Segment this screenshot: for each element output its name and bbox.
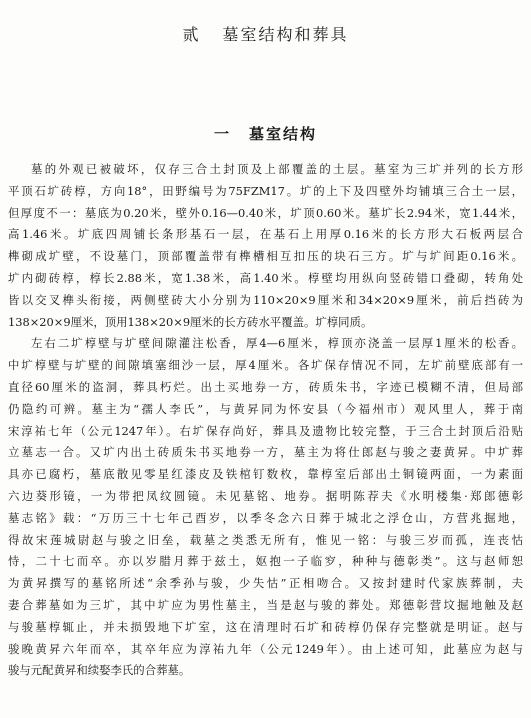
text-line: 皆以交叉榫头衔接，两侧壁砖大小分别为110×20×9厘米和34×20×9厘米，前后挡砖为 xyxy=(8,292,523,307)
text-line: 为黄昇撰写的墓铭所述“余季孙与骏，少失怙”正相吻合。又按封建时代家族葬制，夫 xyxy=(8,576,523,591)
text-line: 榫砌成圹壁，不设墓门，顶部覆盖带有榫槽相互扣压的块石三方。圹与圹间距0.16米。 xyxy=(8,249,523,264)
text-line: 具亦已腐朽，墓底散见零星红漆皮及铁棺钉数枚，靠椁室后部出土铜镜两面，一为素面 xyxy=(8,467,523,482)
text-line: 宋淳祐七年（公元1247年）。右圹保存尚好，葬具及遗物比较完整，于三合土封顶后沿贴 xyxy=(8,423,523,438)
text-line: 左右二圹椁壁与圹壁间隙灌注松香，厚4—6厘米，椁顶亦浇盖一层厚1厘米的松香。 xyxy=(31,336,523,351)
text-line: 仍隐约可辨。墓主为“孺人李氏”，与黄昇同为怀安县（今福州市）观风里人，葬于南 xyxy=(8,401,523,416)
text-line: 中圹椁壁与圹壁的间隙填塞细沙一层，厚4厘米。各圹保存情况不同，左圹前壁底部有一 xyxy=(8,358,523,373)
chapter-heading xyxy=(0,22,531,45)
text-line: 墓的外观已被破坏，仅存三合土封顶及上部覆盖的土层。墓室为三圹并列的长方形 xyxy=(31,162,523,176)
text-line: 恃，二十七而卒。亦以岁腊月葬于兹土，妪抱一子临穸，种种与德彰类”。这与赵师恕 xyxy=(8,554,523,569)
text-line: 与骏墓椁辄止，并未损毁地下圹室，这在清理时石圹和砖椁仍保存完整就是明证。赵与 xyxy=(8,619,523,634)
text-line: 得故宋莲城尉赵与骏之旧垒，载墓之类悉无所有，惟见一铭：与骏三岁而孤，连丧怙 xyxy=(8,532,523,547)
section-title-text: 墓室结构 xyxy=(249,125,318,143)
text-line: 直径60厘米的盗洞，葬具朽烂。出土买地券一方，砖质朱书，字迹已模糊不清，但局部 xyxy=(8,379,523,394)
chapter-number: 贰 xyxy=(182,25,201,44)
body-text xyxy=(8,159,523,682)
text-line: 高1.46米。圹底四周铺长条形基石一层，在基石上用厚0.16米的长方形大石板两层合 xyxy=(8,227,523,242)
text-line: 平顶石圹砖椁，方向18°，田野编号为75FZM17。圹的上下及四壁外均铺填三合土一层， xyxy=(8,183,523,198)
text-line: 138×20×9厘米，顶用138×20×9厘米的长方砖水平覆盖。圹椁同质。 xyxy=(8,314,373,329)
text-line: 立墓志一合。又圹内出土砖质朱书买地券一方，墓主为将仕郎赵与骏之妻黄昇。中圹葬 xyxy=(8,445,523,460)
section-heading xyxy=(0,123,531,144)
text-line: 骏晚黄昇六年而卒，其卒年应为淳祐九年（公元1249年）。由上述可知，此墓应为赵与 xyxy=(8,641,523,656)
text-line: 骏与元配黄昇和续娶李氏的合葬墓。 xyxy=(8,663,191,678)
text-line: 但厚度不一：墓底为0.20米，壁外0.16—0.40米，圹顶0.60米。墓圹长2.94米，宽1.44米， xyxy=(8,205,523,220)
text-line: 墓志铭》载：“万历三十七年己酉岁，以季冬念六日葬于城北之浮仓山，方营兆掘地， xyxy=(8,510,523,525)
text-line: 圹内砌砖椁，椁长2.88米，宽1.38米，高1.40米。椁壁均用纵向竖砖错口叠砌，转角处 xyxy=(8,270,523,285)
section-number: 一 xyxy=(213,125,231,143)
text-line: 妻合葬墓如为三圹，其中圹应为男性墓主，当是赵与骏的葬处。郑德彰营坟掘地触及赵 xyxy=(8,597,523,612)
text-line: 六边葵形镜，一为带把凤纹圆镜。未见墓铭、地券。据明陈荐夫《水明楼集·郑郎德彰 xyxy=(8,488,523,503)
chapter-title-text: 墓室结构和葬具 xyxy=(222,25,349,44)
